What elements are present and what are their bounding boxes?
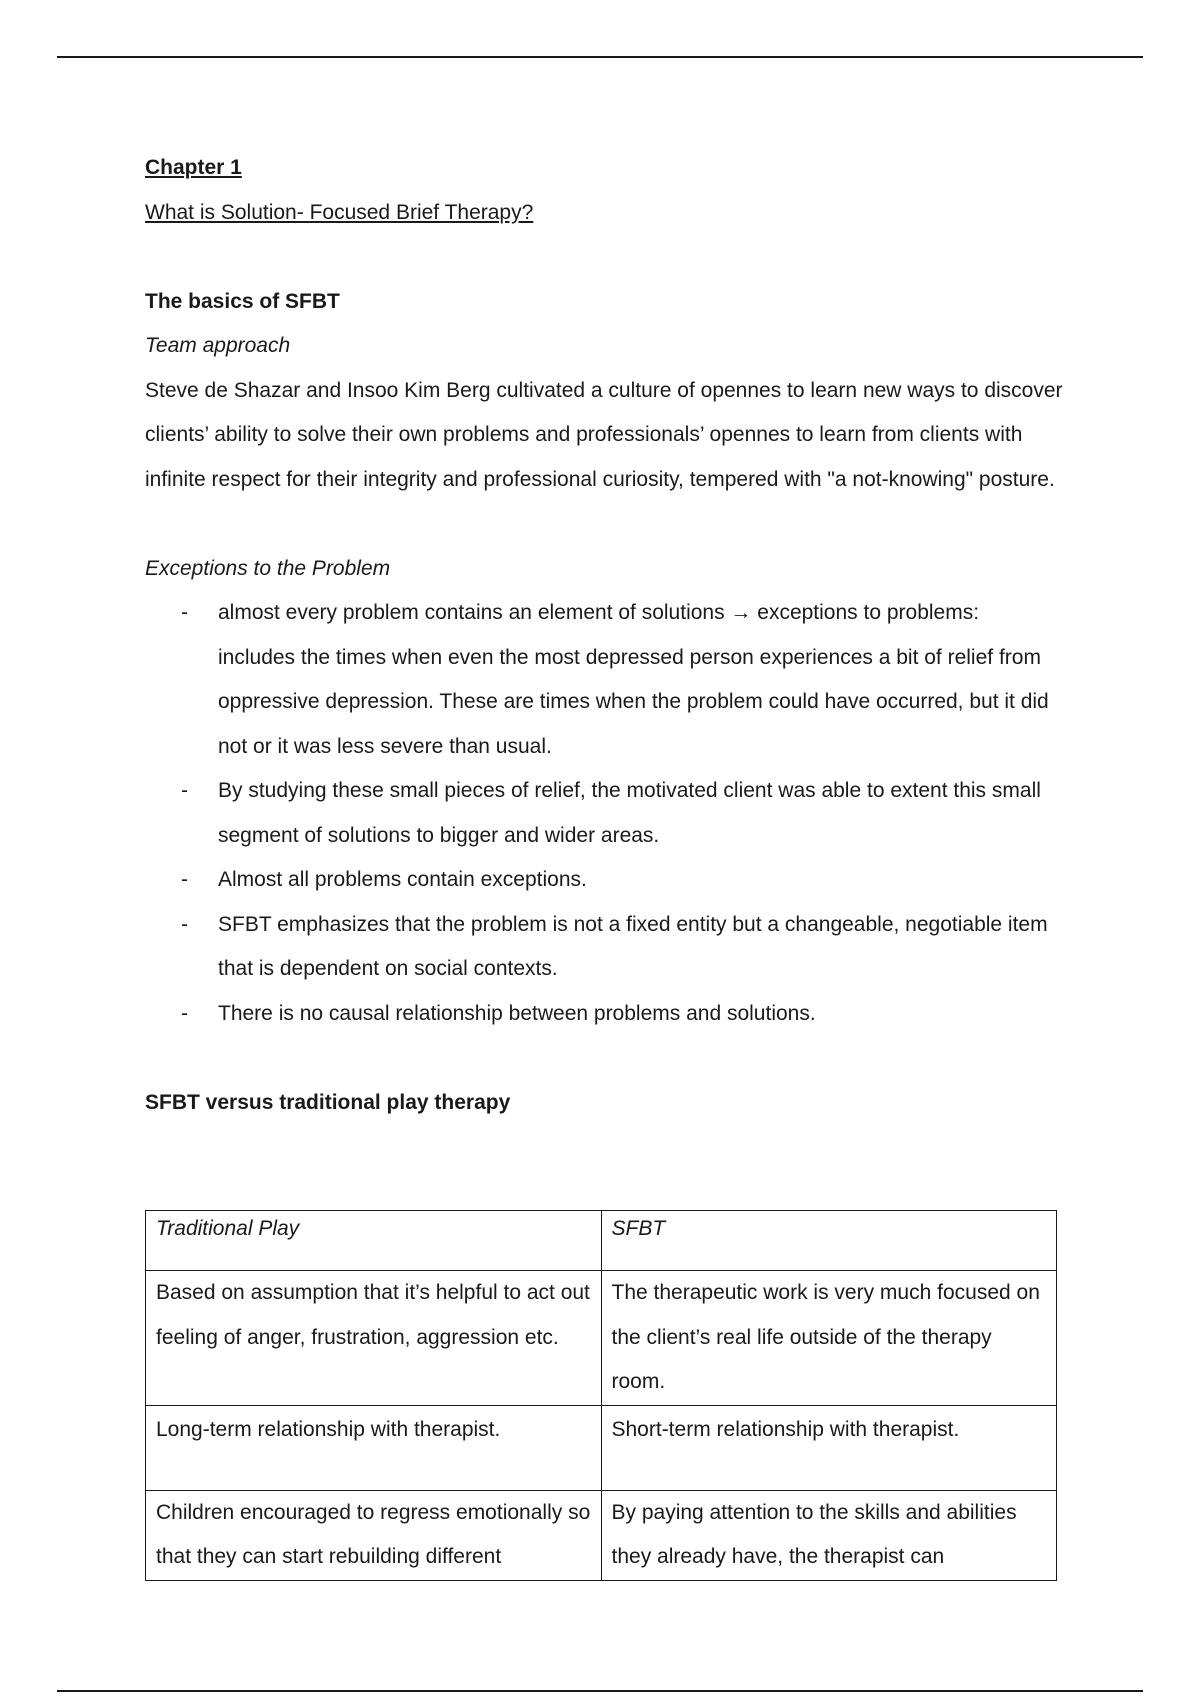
dash-bullet: - <box>181 779 188 802</box>
table-cell: By paying attention to the skills and abilities they already have, the therapist can <box>601 1490 1057 1580</box>
table-row <box>146 1271 1057 1406</box>
column-header-sfbt: SFBT <box>601 1211 1057 1271</box>
exceptions-list <box>145 591 1065 1036</box>
table-cell: Long-term relationship with therapist. <box>146 1405 602 1490</box>
comparison-heading: SFBT versus traditional play therapy <box>145 1090 511 1114</box>
spacer <box>145 1036 1065 1081</box>
column-header-traditional: Traditional Play <box>146 1211 602 1271</box>
list-item-text: Almost all problems contain exceptions. <box>218 868 587 891</box>
team-approach-paragraph: Steve de Shazar and Insoo Kim Berg cultivated a culture of opennes to learn new ways to discover clients’ ability to solve their own problems and professionals’ opennes to learn from clients with infinite respect for their integrity and professional curiosity, tempered with "a not-knowing" posture. <box>145 378 1063 491</box>
table-cell: Short-term relationship with therapist. <box>601 1405 1057 1490</box>
list-item <box>145 992 1058 1037</box>
list-item <box>145 591 1058 769</box>
list-item-text: almost every problem contains an element of solutions → exceptions to problems: includes the times when even the most depressed person experiences a bit of relief from oppressive depression. These are times when the problem could have occurred, but it did not or it was less severe than usual. <box>218 601 1049 758</box>
spacer <box>145 235 1065 280</box>
footer-rule <box>57 1690 1143 1692</box>
chapter-subtitle: What is Solution- Focused Brief Therapy? <box>145 200 534 224</box>
dash-bullet: - <box>181 601 188 624</box>
dash-bullet: - <box>181 868 188 891</box>
list-item <box>145 903 1058 992</box>
table-row <box>146 1405 1057 1490</box>
dash-bullet: - <box>181 1001 188 1025</box>
list-item-text: There is no causal relationship between problems and solutions. <box>218 1001 816 1025</box>
team-approach-subheading: Team approach <box>145 334 291 357</box>
comparison-table <box>145 1210 1057 1581</box>
exceptions-subheading: Exceptions to the Problem <box>145 556 391 580</box>
table-cell: Children encouraged to regress emotionally so that they can start rebuilding different <box>146 1490 602 1580</box>
chapter-title: Chapter 1 <box>145 156 242 179</box>
table-row <box>146 1490 1057 1580</box>
dash-bullet: - <box>181 912 188 936</box>
list-item <box>145 769 1058 858</box>
list-item-text: By studying these small pieces of relief, the motivated client was able to extent this small segment of solutions to bigger and wider areas. <box>218 779 1041 847</box>
table-cell: The therapeutic work is very much focused on the client’s real life outside of the therapy room. <box>601 1271 1057 1406</box>
list-item-text: SFBT emphasizes that the problem is not a fixed entity but a changeable, negotiable item that is dependent on social contexts. <box>218 912 1048 980</box>
basics-heading: The basics of SFBT <box>145 289 340 313</box>
table-header-row <box>146 1211 1057 1271</box>
document-body <box>145 146 1065 1125</box>
header-rule <box>57 56 1143 58</box>
spacer <box>145 502 1065 547</box>
table-cell: Based on assumption that it’s helpful to act out feeling of anger, frustration, aggression etc. <box>146 1271 602 1406</box>
list-item <box>145 858 1058 903</box>
